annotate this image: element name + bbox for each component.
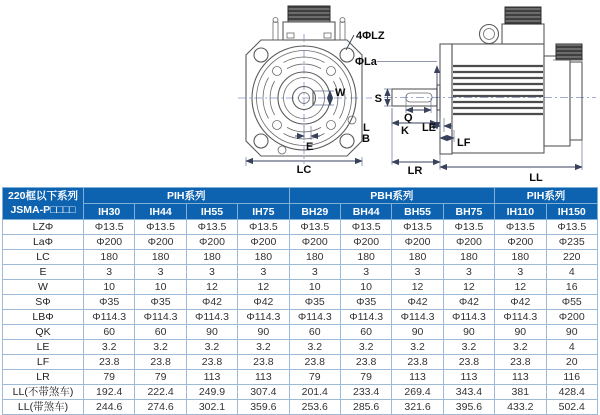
spec-cell: Φ114.3	[238, 310, 289, 325]
spec-cell: Φ42	[238, 295, 289, 310]
spec-cell: 3	[392, 265, 443, 280]
spec-cell: 180	[84, 250, 135, 265]
side-view-drawing	[355, 7, 596, 184]
spec-cell: Φ200	[289, 235, 340, 250]
spec-row	[3, 355, 598, 370]
spec-cell: 60	[135, 325, 186, 340]
spec-cell: 201.4	[289, 385, 340, 400]
spec-cell: 23.8	[84, 355, 135, 370]
column-header: IH75	[238, 204, 289, 220]
spec-cell: 90	[443, 325, 494, 340]
spec-cell: 12	[443, 280, 494, 295]
label-shaft-diameter: S	[374, 93, 382, 105]
front-connector-body	[283, 22, 335, 40]
corner-header-line2: JSMA-P□□□□	[10, 203, 76, 216]
column-header: BH29	[289, 204, 340, 220]
spec-cell: 10	[340, 280, 391, 295]
spec-cell: 3.2	[443, 340, 494, 355]
spec-table-head	[3, 188, 598, 220]
column-header: IH30	[84, 204, 135, 220]
spec-cell: 23.8	[135, 355, 186, 370]
row-label: LL(带煞车)	[3, 400, 84, 415]
spec-cell: 113	[495, 370, 546, 385]
spec-cell: 12	[186, 280, 237, 295]
label-shaft-k: K	[401, 125, 409, 137]
spec-cell: 428.4	[546, 385, 597, 400]
spec-cell: Φ200	[392, 235, 443, 250]
spec-cell: Φ114.3	[84, 310, 135, 325]
spec-cell: 192.4	[84, 385, 135, 400]
spec-cell: 113	[186, 370, 237, 385]
spec-cell: 3	[340, 265, 391, 280]
spec-cell: Φ114.3	[443, 310, 494, 325]
spec-cell: 12	[495, 280, 546, 295]
spec-cell: Φ200	[135, 235, 186, 250]
series-header-row	[3, 188, 598, 204]
spec-cell: Φ114.3	[340, 310, 391, 325]
spec-cell: 90	[186, 325, 237, 340]
spec-cell: 3.2	[186, 340, 237, 355]
spec-row	[3, 220, 598, 235]
spec-cell: Φ42	[186, 295, 237, 310]
spec-cell: 10	[135, 280, 186, 295]
spec-cell: 395.6	[443, 400, 494, 415]
label-flange-le: LE	[421, 122, 436, 134]
spec-cell: 274.6	[135, 400, 186, 415]
row-label: QK	[3, 325, 84, 340]
spec-cell: 233.4	[340, 385, 391, 400]
row-label: E	[3, 265, 84, 280]
row-label: LL(不带煞车)	[3, 385, 84, 400]
spec-cell: Φ13.5	[186, 220, 237, 235]
side-rear-connector-cap	[556, 44, 582, 60]
model-header-row	[3, 204, 598, 220]
spec-row	[3, 295, 598, 310]
spec-row	[3, 310, 598, 325]
spec-cell: Φ35	[289, 295, 340, 310]
spec-cell: 79	[84, 370, 135, 385]
row-label: LBΦ	[3, 310, 84, 325]
spec-cell: Φ42	[392, 295, 443, 310]
motor-drawing-svg	[0, 0, 600, 187]
spec-row	[3, 370, 598, 385]
spec-row	[3, 235, 598, 250]
spec-cell: 3.2	[392, 340, 443, 355]
spec-cell: 180	[340, 250, 391, 265]
spec-cell: 3	[84, 265, 135, 280]
label-frame-size: LC	[296, 164, 312, 176]
spec-cell: Φ114.3	[186, 310, 237, 325]
eye-bolt	[480, 25, 499, 44]
row-label: LE	[3, 340, 84, 355]
spec-cell: Φ13.5	[135, 220, 186, 235]
spec-cell: Φ200	[238, 235, 289, 250]
column-header: BH75	[443, 204, 494, 220]
spec-cell: Φ13.5	[238, 220, 289, 235]
spec-cell: 16	[546, 280, 597, 295]
spec-cell: 23.8	[340, 355, 391, 370]
spec-cell: Φ200	[186, 235, 237, 250]
spec-cell: 113	[392, 370, 443, 385]
row-label: SΦ	[3, 295, 84, 310]
column-header: IH110	[495, 204, 546, 220]
spec-cell: Φ114.3	[135, 310, 186, 325]
spec-cell: 23.8	[443, 355, 494, 370]
spec-cell: 113	[443, 370, 494, 385]
spec-cell: 12	[238, 280, 289, 295]
spec-cell: 10	[84, 280, 135, 295]
spec-cell: 180	[495, 250, 546, 265]
spec-cell: 3	[186, 265, 237, 280]
label-shaft-length-lr: LR	[407, 165, 423, 177]
spec-cell: 3.2	[84, 340, 135, 355]
spec-cell: 302.1	[186, 400, 237, 415]
spec-cell: 3	[443, 265, 494, 280]
row-label: LR	[3, 370, 84, 385]
spec-cell: 3.2	[495, 340, 546, 355]
spec-cell: 60	[84, 325, 135, 340]
spec-cell: 23.8	[392, 355, 443, 370]
spec-cell: Φ42	[495, 295, 546, 310]
spec-cell: Φ200	[84, 235, 135, 250]
column-header: IH55	[186, 204, 237, 220]
spec-row	[3, 265, 598, 280]
shaft	[392, 89, 437, 106]
spec-cell: 90	[546, 325, 597, 340]
spec-cell: 180	[238, 250, 289, 265]
spec-cell: 359.6	[238, 400, 289, 415]
spec-cell: Φ13.5	[443, 220, 494, 235]
spec-cell: 3.2	[238, 340, 289, 355]
side-flange	[440, 44, 452, 154]
column-header: IH150	[546, 204, 597, 220]
dimension-drawings	[0, 0, 600, 187]
dim-lr	[392, 108, 440, 177]
spec-cell: 244.6	[84, 400, 135, 415]
spec-cell: 23.8	[495, 355, 546, 370]
spec-cell: 90	[238, 325, 289, 340]
label-pilot-b: B	[362, 133, 370, 145]
dim-lc	[246, 157, 362, 176]
spec-cell: Φ42	[443, 295, 494, 310]
label-flange-diameter: ΦLa	[355, 56, 377, 68]
spec-cell: Φ114.3	[392, 310, 443, 325]
cooling-fins	[453, 66, 543, 114]
spec-cell: 3	[495, 265, 546, 280]
spec-cell: 433.2	[495, 400, 546, 415]
spec-cell: 253.6	[289, 400, 340, 415]
spec-cell: 20	[546, 355, 597, 370]
spec-cell: 307.4	[238, 385, 289, 400]
spec-cell: 79	[289, 370, 340, 385]
spec-cell: 180	[392, 250, 443, 265]
label-pilot-l: L	[363, 122, 370, 134]
spec-cell: Φ114.3	[289, 310, 340, 325]
spec-cell: Φ13.5	[392, 220, 443, 235]
spec-cell: 4	[546, 340, 597, 355]
spec-cell: 220	[546, 250, 597, 265]
spec-cell: 79	[340, 370, 391, 385]
spec-cell: 23.8	[238, 355, 289, 370]
front-connector-cap	[288, 6, 330, 22]
spec-row	[3, 385, 598, 400]
label-offset-e: E	[306, 141, 314, 153]
corner-header	[3, 188, 84, 220]
spec-cell: 4	[546, 265, 597, 280]
spec-cell: Φ13.5	[546, 220, 597, 235]
spec-cell: 3	[135, 265, 186, 280]
label-shaft-q: Q	[404, 112, 413, 124]
column-header: BH55	[392, 204, 443, 220]
label-corner-holes: 4ΦLZ	[356, 30, 385, 42]
side-top-connector-base	[502, 24, 544, 44]
row-label: LC	[3, 250, 84, 265]
spec-cell: 180	[135, 250, 186, 265]
row-label: W	[3, 280, 84, 295]
spec-cell: 3.2	[135, 340, 186, 355]
dim-lf	[440, 130, 471, 149]
spec-cell: 222.4	[135, 385, 186, 400]
spec-cell: 502.4	[546, 400, 597, 415]
spec-row	[3, 250, 598, 265]
spec-cell: 23.8	[289, 355, 340, 370]
spec-table	[2, 187, 598, 415]
spec-cell: 116	[546, 370, 597, 385]
label-keyway-width: W	[335, 87, 346, 99]
spec-cell: Φ13.5	[289, 220, 340, 235]
spec-row	[3, 340, 598, 355]
spec-cell: Φ35	[84, 295, 135, 310]
spec-cell: 269.4	[392, 385, 443, 400]
spec-cell: 381	[495, 385, 546, 400]
spec-cell: 3.2	[340, 340, 391, 355]
row-label: LF	[3, 355, 84, 370]
label-body-length-ll: LL	[529, 172, 543, 184]
spec-cell: Φ55	[546, 295, 597, 310]
rear-cover	[570, 62, 582, 140]
spec-cell: 3	[289, 265, 340, 280]
spec-row	[3, 280, 598, 295]
spec-cell: 343.4	[443, 385, 494, 400]
spec-cell: Φ13.5	[84, 220, 135, 235]
series-group-pih: PIH系列	[84, 188, 290, 204]
spec-row	[3, 325, 598, 340]
spec-cell: 23.8	[186, 355, 237, 370]
spec-cell: Φ35	[135, 295, 186, 310]
spec-cell: 60	[340, 325, 391, 340]
encoder-housing	[544, 56, 570, 146]
spec-cell: 180	[186, 250, 237, 265]
series-group-pih2: PIH系列	[495, 188, 598, 204]
spec-cell: 60	[289, 325, 340, 340]
column-header: IH44	[135, 204, 186, 220]
spec-cell: 10	[289, 280, 340, 295]
spec-cell: 180	[289, 250, 340, 265]
spec-cell: 79	[135, 370, 186, 385]
front-view-drawing	[238, 6, 385, 176]
series-group-pbh: PBH系列	[289, 188, 495, 204]
spec-cell: 321.6	[392, 400, 443, 415]
spec-cell: 12	[392, 280, 443, 295]
side-top-connector-cap	[505, 7, 541, 24]
spec-cell: 90	[495, 325, 546, 340]
label-flange-lf: LF	[457, 137, 471, 149]
column-header: BH44	[340, 204, 391, 220]
spec-cell: Φ13.5	[340, 220, 391, 235]
spec-cell: 285.6	[340, 400, 391, 415]
spec-cell: 90	[392, 325, 443, 340]
corner-header-line1: 220框以下系列	[7, 190, 79, 203]
spec-table-body	[3, 220, 598, 415]
spec-cell: 249.9	[186, 385, 237, 400]
spec-cell: Φ200	[340, 235, 391, 250]
spec-cell: Φ200	[495, 235, 546, 250]
spec-cell: 3.2	[289, 340, 340, 355]
spec-cell: Φ235	[546, 235, 597, 250]
spec-cell: 113	[238, 370, 289, 385]
spec-cell: 3	[238, 265, 289, 280]
spec-cell: 180	[443, 250, 494, 265]
spec-cell: Φ200	[443, 235, 494, 250]
spec-cell: Φ114.3	[495, 310, 546, 325]
row-label: LZΦ	[3, 220, 84, 235]
row-label: LaΦ	[3, 235, 84, 250]
spec-cell: Φ200	[546, 310, 597, 325]
spec-cell: Φ35	[340, 295, 391, 310]
spec-cell: Φ13.5	[495, 220, 546, 235]
spec-row	[3, 400, 598, 415]
